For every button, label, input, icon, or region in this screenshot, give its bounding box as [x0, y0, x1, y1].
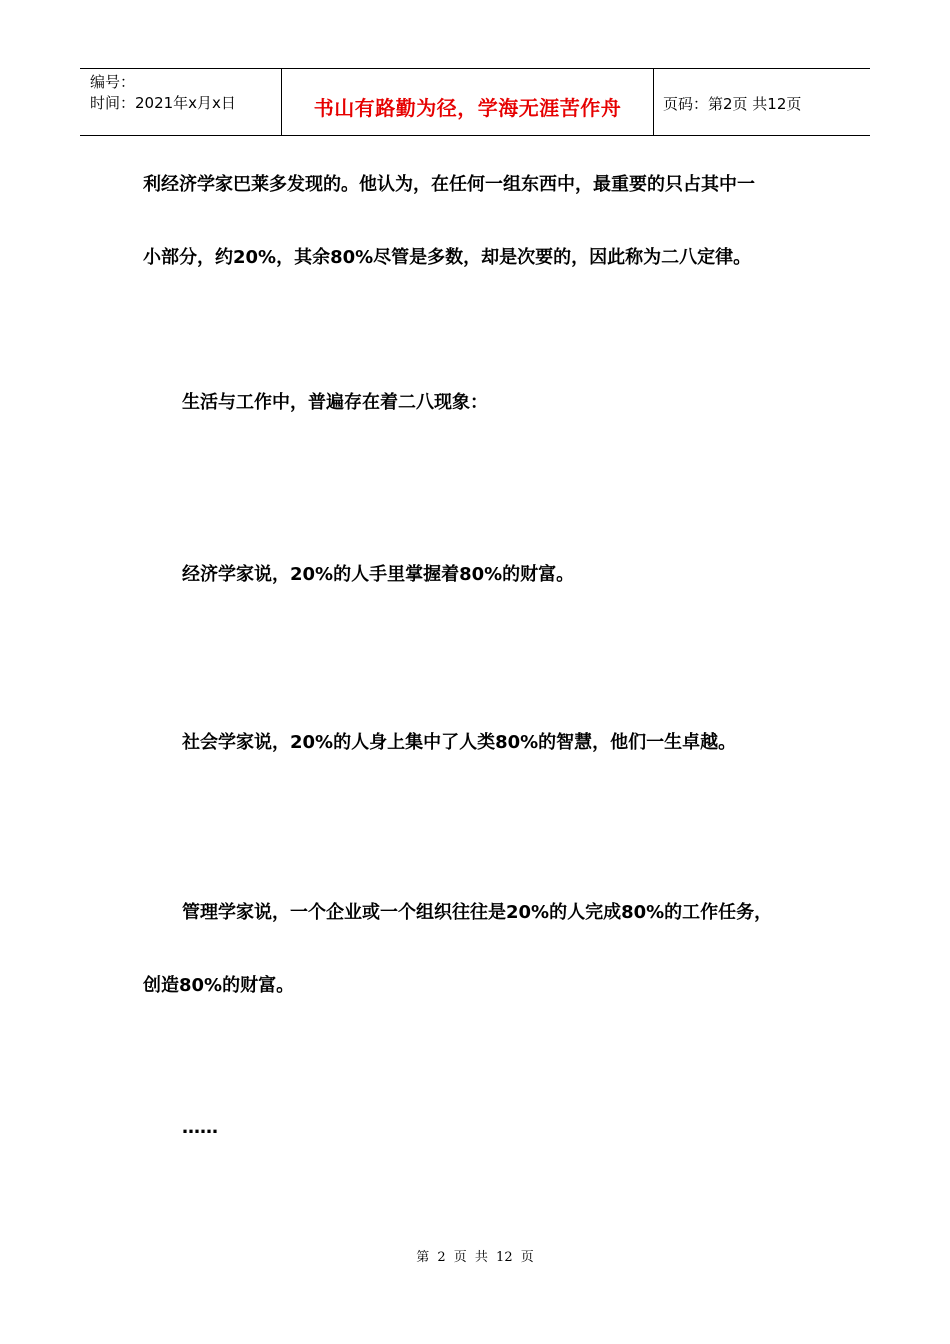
page-footer: 第 2 页 共 12 页	[416, 1250, 534, 1265]
paragraph-2: 生活与工作中，普遍存在着二八现象：	[182, 392, 488, 413]
date-line: 时间：2021年x月x日	[90, 94, 236, 112]
motto-text: 书山有路勤为径，学海无涯苦作舟	[313, 95, 622, 120]
page-info: 页码：第2页 共12页	[663, 95, 802, 113]
ellipsis-line: ……	[182, 1117, 218, 1138]
paragraph-1-line-1: 利经济学家巴莱多发现的。他认为，在任何一组东西中，最重要的只占其中一	[143, 174, 755, 195]
paragraph-3: 经济学家说，20%的人手里掌握着80%的财富。	[182, 564, 575, 585]
paragraph-5-line-1: 管理学家说，一个企业或一个组织往往是20%的人完成80%的工作任务，	[182, 902, 773, 923]
header-meta-cell	[80, 69, 281, 135]
paragraph-1-line-2: 小部分，约20%，其余80%尽管是多数，却是次要的，因此称为二八定律。	[143, 247, 752, 268]
paragraph-4: 社会学家说，20%的人身上集中了人类80%的智慧，他们一生卓越。	[182, 732, 737, 753]
document-header	[80, 68, 870, 136]
paragraph-5-line-2: 创造80%的财富。	[143, 975, 295, 996]
number-label: 编号：	[90, 73, 136, 91]
header-page-cell	[654, 69, 870, 135]
header-motto-cell	[281, 69, 654, 135]
